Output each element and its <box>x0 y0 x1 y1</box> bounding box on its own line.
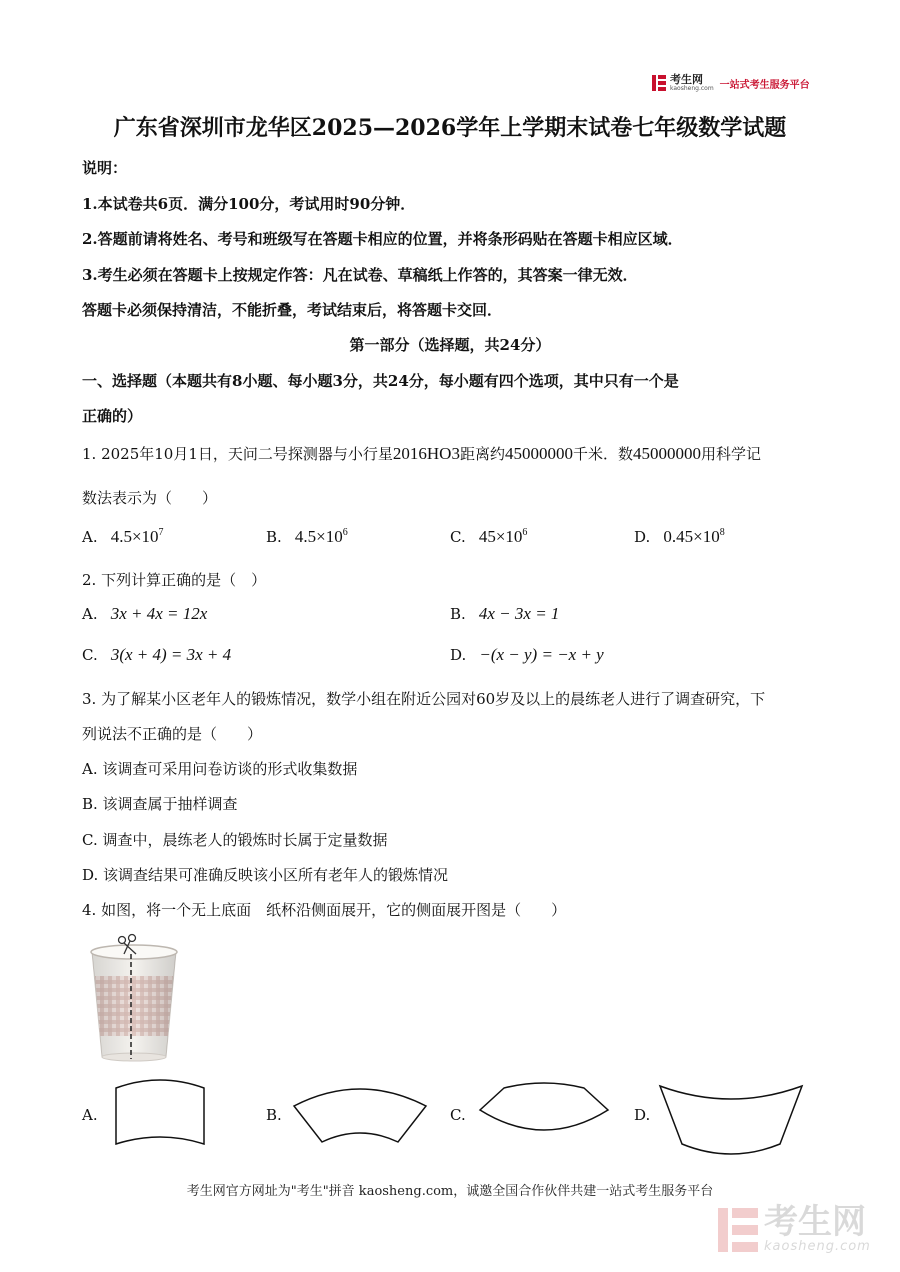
q1-option-b[interactable] <box>266 527 348 547</box>
page-title: 广东省深圳市龙华区2025—2026学年上学期末试卷七年级数学试题 <box>113 115 787 141</box>
footer-text: 考生网官方网址为"考生"拼音 kaosheng.com，诚邀全国合作伙伴共建一站式考生服务平台 <box>186 1184 714 1199</box>
q4-option-a-figure[interactable] <box>110 1074 210 1154</box>
option-label: A. <box>82 605 98 623</box>
option-label: B. <box>266 528 282 546</box>
option-label: D. <box>634 528 651 546</box>
option-label: A. <box>82 528 98 546</box>
q4-option-c-figure[interactable] <box>474 1080 614 1150</box>
option-exponent: 6 <box>342 527 348 538</box>
q3-option-b[interactable]: B. 该调查属于抽样调查 <box>82 795 238 813</box>
option-expr: 0.45×10 <box>663 527 720 546</box>
q3-option-c[interactable]: C. 调查中，晨练老人的锻炼时长属于定量数据 <box>82 831 388 849</box>
option-expr: 4.5×10 <box>294 527 343 546</box>
distance-value: 45000000 <box>504 444 573 463</box>
note-item: 答题卡必须保持清洁，不能折叠，考试结束后，将答题卡交回． <box>82 301 503 319</box>
q1-option-a[interactable] <box>82 527 164 547</box>
option-expr: 4.5×10 <box>110 527 159 546</box>
option-label: C. <box>82 646 98 664</box>
part-heading: 第一部分（选择题，共24分） <box>349 336 551 354</box>
watermark-logo-icon <box>718 1208 758 1252</box>
note-item: 3.考生必须在答题卡上按规定作答：凡在试卷、草稿纸上作答的，其答案一律无效． <box>82 266 638 284</box>
logo-domain: kaosheng.com <box>670 85 714 92</box>
q1-text: 用科学记 <box>700 445 761 463</box>
option-exponent: 7 <box>158 527 164 538</box>
q3-option-d[interactable]: D. 该调查结果可准确反映该小区所有老年人的锻炼情况 <box>82 866 449 884</box>
distance-value: 45000000 <box>632 444 701 463</box>
question-2-stem: 2. 下列计算正确的是（ ） <box>82 571 267 589</box>
q4-option-c-label[interactable]: C. <box>450 1106 466 1124</box>
watermark-name: 考生网 <box>764 1202 866 1242</box>
option-expr: −(x − y) = −x + y <box>479 645 604 664</box>
option-expr: 4x − 3x = 1 <box>478 604 560 623</box>
q1-text: 距离约 <box>459 445 505 463</box>
option-expr: 3(x + 4) = 3x + 4 <box>110 645 232 664</box>
q2-option-a[interactable] <box>82 604 207 624</box>
note-item: 1.本试卷共6页．满分100分，考试用时90分钟． <box>82 195 416 213</box>
q1-option-c[interactable] <box>450 527 527 547</box>
watermark-domain: kaosheng.com <box>764 1239 871 1254</box>
q2-option-c[interactable] <box>82 645 231 665</box>
watermark-logo <box>718 1202 871 1254</box>
q2-option-b[interactable] <box>450 604 559 624</box>
section-heading-cont: 正确的） <box>82 407 143 425</box>
header-logo[interactable] <box>652 74 810 92</box>
question-1-line-1 <box>82 443 761 464</box>
logo-slogan: 一站式考生服务平台 <box>719 79 810 91</box>
q4-option-b-figure[interactable] <box>290 1080 430 1150</box>
option-expr: 45×10 <box>478 527 523 546</box>
logo-name: 考生网 <box>670 73 703 86</box>
question-4-stem: 4. 如图，将一个无上底面 纸杯沿侧面展开，它的侧面展开图是（ ） <box>82 901 567 919</box>
section-heading: 一、选择题（本题共有8小题、每小题3分，共24分，每小题有四个选项，其中只有一个是 <box>82 372 679 390</box>
asteroid-name: 2016HO3 <box>392 444 460 463</box>
question-3-line-2: 列说法不正确的是（ ） <box>82 725 263 743</box>
note-item: 2.答题前请将姓名、考号和班级写在答题卡相应的位置，并将条形码贴在答题卡相应区域． <box>82 230 683 248</box>
q4-option-d-figure[interactable] <box>656 1078 806 1160</box>
q1-option-d[interactable] <box>634 527 725 547</box>
notes-heading: 说明： <box>82 159 128 177</box>
option-label: B. <box>450 605 466 623</box>
q1-text: 1. 2025年10月1日，天问二号探测器与小行星 <box>82 445 393 463</box>
question-1-line-2: 数法表示为（ ） <box>82 489 218 507</box>
option-exponent: 6 <box>522 527 528 538</box>
paper-cup-figure <box>84 932 184 1064</box>
option-exponent: 8 <box>719 527 725 538</box>
q3-option-a[interactable]: A. 该调查可采用问卷访谈的形式收集数据 <box>82 760 358 778</box>
q4-option-b-label[interactable]: B. <box>266 1106 282 1124</box>
q4-option-d-label[interactable]: D. <box>634 1106 651 1124</box>
option-label: C. <box>450 528 466 546</box>
option-label: D. <box>450 646 467 664</box>
q1-text: 千米．数 <box>572 445 633 463</box>
q2-option-d[interactable] <box>450 645 604 665</box>
question-3-line-1: 3. 为了解某小区老年人的锻炼情况，数学小组在附近公园对60岁及以上的晨练老人进行了调查研究，下 <box>82 690 766 708</box>
option-expr: 3x + 4x = 12x <box>110 604 208 623</box>
q4-option-a-label[interactable]: A. <box>82 1106 98 1124</box>
logo-mark-icon <box>652 75 666 91</box>
